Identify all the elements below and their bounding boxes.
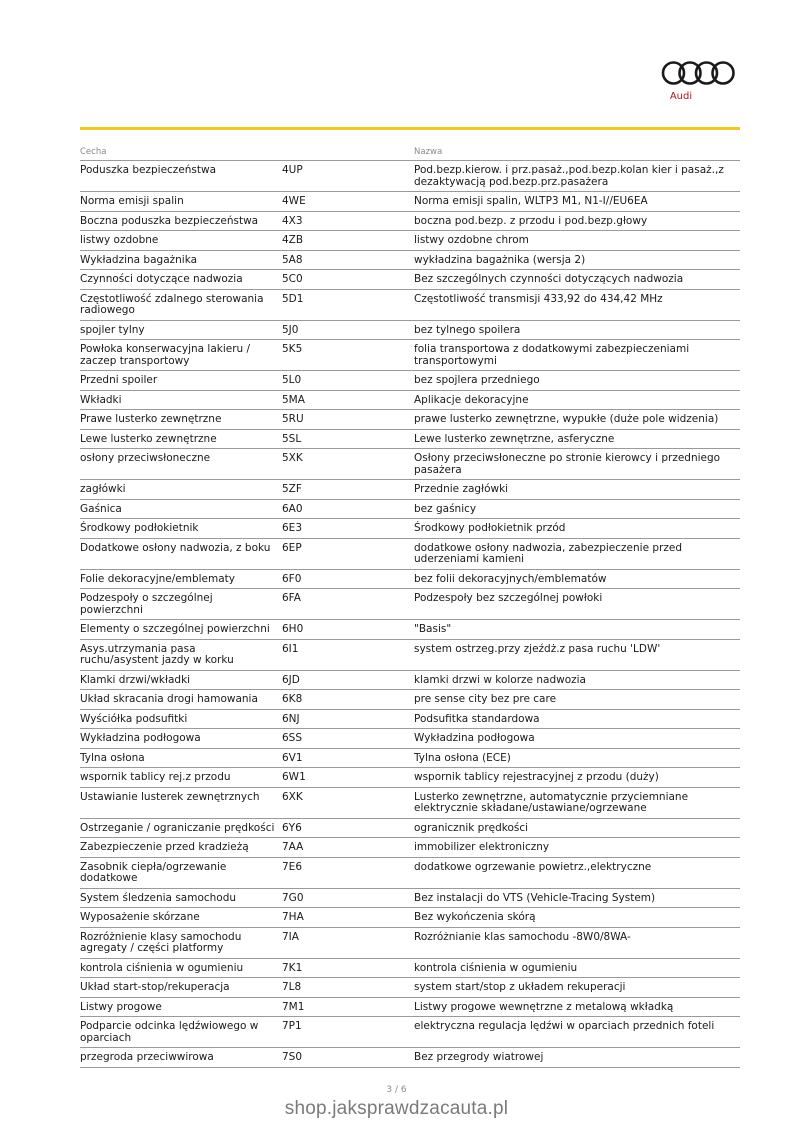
row-code: 7M1: [282, 1000, 305, 1013]
table-row: [80, 500, 740, 520]
row-feature: Zabezpieczenie przed kradzieżą: [80, 841, 249, 853]
row-name: Rozróżnianie klas samochodu -8W0/8WA-: [414, 930, 631, 943]
row-name: boczna pod.bezp. z przodu i pod.bezp.głowy: [414, 214, 648, 227]
row-code: 7E6: [282, 860, 302, 873]
table-row: [80, 858, 740, 889]
row-code: 6XK: [282, 790, 303, 803]
row-name: Wykładzina podłogowa: [414, 732, 535, 744]
row-name: dodatkowe ogrzewanie powietrz.,elektryczne: [414, 860, 652, 873]
row-name: bez folii dekoracyjnych/emblematów: [414, 572, 607, 585]
row-code: 6E3: [282, 522, 302, 534]
row-code: 6Y6: [282, 821, 302, 834]
table-row: [80, 391, 740, 411]
table-row: [80, 480, 740, 500]
table-row: [80, 340, 740, 371]
row-feature: Listwy progowe: [80, 1000, 162, 1013]
table-row: [80, 251, 740, 271]
row-feature: Układ start-stop/rekuperacja: [80, 981, 230, 993]
row-feature: Środkowy podłokietnik: [80, 522, 199, 534]
table-row: [80, 690, 740, 710]
table-row: [80, 671, 740, 691]
row-code: 5D1: [282, 292, 304, 305]
table-row: [80, 889, 740, 909]
table-header: [80, 146, 740, 161]
row-code: 5SL: [282, 432, 302, 445]
row-code: 4X3: [282, 214, 303, 227]
row-feature: osłony przeciwsłoneczne: [80, 452, 211, 464]
row-code: 5XK: [282, 452, 303, 464]
table-row: [80, 1017, 740, 1048]
table-row: [80, 749, 740, 769]
row-name: immobilizer elektroniczny: [414, 841, 550, 853]
table-row: [80, 231, 740, 251]
row-feature: Dodatkowe osłony nadwozia, z boku: [80, 541, 271, 554]
row-name: Podzespoły bez szczególnej powłoki: [414, 592, 603, 604]
features-table: [80, 146, 740, 1068]
row-name: bez gaśnicy: [414, 502, 477, 515]
row-feature: Prawe lusterko zewnętrzne: [80, 413, 222, 425]
row-code: 4ZB: [282, 234, 304, 246]
header-feature: Cecha: [80, 147, 107, 157]
row-feature: Przedni spoiler: [80, 374, 158, 386]
row-name: pre sense city bez pre care: [414, 693, 557, 705]
table-row: [80, 908, 740, 928]
row-feature: przegroda przeciwwirowa: [80, 1051, 214, 1063]
row-code: 6JD: [282, 673, 300, 686]
row-feature: spojler tylny: [80, 323, 145, 336]
table-row: [80, 838, 740, 858]
row-code: 4WE: [282, 195, 306, 207]
table-row: [80, 539, 740, 570]
row-name: folia transportowa z dodatkowymi zabezpieczeniami transportowymi: [414, 343, 690, 367]
row-feature: Elementy o szczególnej powierzchni: [80, 623, 270, 635]
row-code: 7S0: [282, 1051, 303, 1063]
table-row: [80, 410, 740, 430]
row-code: 6A0: [282, 502, 303, 515]
row-code: 6NJ: [282, 712, 300, 725]
table-row: [80, 959, 740, 979]
table-row: [80, 290, 740, 321]
row-feature: Asys.utrzymania pasa ruchu/asystent jazdy w korku: [80, 642, 234, 666]
watermark: shop.jaksprawdzacauta.pl: [284, 1098, 509, 1119]
row-code: 7K1: [282, 961, 303, 974]
row-feature: Klamki drzwi/wkładki: [80, 673, 191, 686]
table-row: [80, 788, 740, 819]
table-row: [80, 928, 740, 959]
row-name: bez spojlera przedniego: [414, 374, 540, 386]
row-name: klamki drzwi w kolorze nadwozia: [414, 673, 586, 686]
row-name: "Basis": [414, 623, 452, 635]
row-code: 7P1: [282, 1020, 302, 1032]
row-code: 6H0: [282, 623, 304, 635]
row-name: Bez szczególnych czynności dotyczących nadwozia: [414, 273, 684, 285]
row-name: elektryczna regulacja lędźwi w oparciach przednich foteli: [414, 1020, 715, 1032]
row-feature: Rozróżnienie klasy samochodu agregaty / części platformy: [80, 930, 242, 954]
row-name: listwy ozdobne chrom: [414, 234, 529, 246]
row-code: 6SS: [282, 732, 303, 744]
row-name: system ostrzeg.przy zjeźdż.z pasa ruchu 'LDW': [414, 642, 661, 655]
row-name: wspornik tablicy rejestracyjnej z przodu (duży): [414, 771, 659, 783]
row-code: 6I1: [282, 642, 299, 655]
row-feature: listwy ozdobne: [80, 234, 159, 246]
row-name: Pod.bezp.kierow. i prz.pasaż.,pod.bezp.kolan kier i pasaż.,z dezaktywacją pod.bezp.prz.pasażera: [414, 164, 724, 188]
table-row: [80, 589, 740, 620]
table-row: [80, 978, 740, 998]
table-row: [80, 1048, 740, 1068]
row-name: Osłony przeciwsłoneczne po stronie kierowcy i przedniego pasażera: [414, 452, 721, 476]
table-row: [80, 270, 740, 290]
row-feature: Zasobnik ciepła/ogrzewanie dodatkowe: [80, 860, 227, 884]
row-name: Tylna osłona (ECE): [414, 751, 511, 764]
row-name: system start/stop z układem rekuperacji: [414, 981, 626, 993]
row-code: 6W1: [282, 771, 306, 783]
row-code: 7IA: [282, 930, 299, 943]
row-code: 5J0: [282, 323, 299, 336]
row-name: Podsufitka standardowa: [414, 712, 540, 725]
row-name: Norma emisji spalin, WLTP3 M1, N1-I//EU6EA: [414, 195, 648, 207]
row-feature: Ostrzeganie / ograniczanie prędkości: [80, 821, 275, 834]
row-name: Lewe lusterko zewnętrzne, asferyczne: [414, 432, 615, 445]
row-name: wykładzina bagażnika (wersja 2): [414, 253, 586, 266]
row-code: 5RU: [282, 413, 304, 425]
table-row: [80, 371, 740, 391]
row-feature: Częstotliwość zdalnego sterowania radiowego: [80, 292, 264, 316]
row-name: Aplikacje dekoracyjne: [414, 393, 529, 406]
row-feature: Lewe lusterko zewnętrzne: [80, 432, 217, 445]
row-name: Częstotliwość transmisji 433,92 do 434,42 MHz: [414, 292, 663, 305]
row-feature: Powłoka konserwacyjna lakieru / zaczep transportowy: [80, 343, 251, 367]
row-feature: Boczna poduszka bezpieczeństwa: [80, 214, 259, 227]
row-code: 6V1: [282, 751, 303, 764]
row-name: Lusterko zewnętrzne, automatycznie przyciemniane elektrycznie składane/ustawiane/ogrzewane: [414, 790, 689, 814]
row-feature: Norma emisji spalin: [80, 195, 184, 207]
row-code: 7G0: [282, 891, 304, 904]
row-name: ogranicznik prędkości: [414, 821, 529, 834]
row-feature: Układ skracania drogi hamowania: [80, 693, 258, 705]
row-feature: System śledzenia samochodu: [80, 891, 237, 904]
row-feature: kontrola ciśnienia w ogumieniu: [80, 961, 244, 974]
row-code: 5MA: [282, 393, 305, 406]
row-feature: Wykładzina podłogowa: [80, 732, 201, 744]
header-name: Nazwa: [414, 147, 443, 157]
row-name: Bez przegrody wiatrowej: [414, 1051, 544, 1063]
page-number: 3 / 6: [386, 1085, 407, 1095]
row-feature: Gaśnica: [80, 502, 122, 515]
row-code: 5C0: [282, 273, 303, 285]
table-row: [80, 449, 740, 480]
row-feature: Czynności dotyczące nadwozia: [80, 273, 243, 285]
row-code: 6EP: [282, 541, 302, 554]
header-rule: [80, 127, 740, 130]
row-code: 7HA: [282, 911, 304, 923]
row-name: Środkowy podłokietnik przód: [414, 522, 566, 534]
table-row: [80, 620, 740, 640]
row-feature: Podzespoły o szczególnej powierzchni: [80, 592, 213, 616]
row-feature: Wyposażenie skórzane: [80, 911, 200, 923]
table-row: [80, 519, 740, 539]
row-name: prawe lusterko zewnętrzne, wypukłe (duże pole widzenia): [414, 413, 719, 425]
header-code: [282, 146, 414, 160]
table-row: [80, 640, 740, 671]
table-row: [80, 570, 740, 590]
row-feature: Wyściółka podsufitki: [80, 712, 188, 725]
row-code: 7L8: [282, 981, 302, 993]
table-row: [80, 729, 740, 749]
table-row: [80, 768, 740, 788]
table-row: [80, 212, 740, 232]
row-feature: Podparcie odcinka lędźwiowego w oparciach: [80, 1020, 259, 1044]
table-row: [80, 321, 740, 341]
table-body: [80, 161, 740, 1068]
row-code: 6K8: [282, 693, 303, 705]
row-code: 5A8: [282, 253, 303, 266]
row-name: dodatkowe osłony nadwozia, zabezpieczenie przed uderzeniami kamieni: [414, 541, 682, 565]
row-name: Przednie zagłówki: [414, 483, 509, 495]
row-code: 6F0: [282, 572, 302, 585]
row-feature: Wkładki: [80, 393, 122, 406]
row-name: kontrola ciśnienia w ogumieniu: [414, 961, 578, 974]
row-feature: Poduszka bezpieczeństwa: [80, 164, 217, 176]
row-feature: wspornik tablicy rej.z przodu: [80, 771, 231, 783]
table-row: [80, 430, 740, 450]
table-row: [80, 710, 740, 730]
table-row: [80, 819, 740, 839]
row-name: Bez instalacji do VTS (Vehicle-Tracing System): [414, 891, 656, 904]
row-feature: Ustawianie lusterek zewnętrznych: [80, 790, 260, 803]
row-code: 7AA: [282, 841, 304, 853]
table-row: [80, 192, 740, 212]
row-code: 5K5: [282, 343, 303, 355]
row-code: 4UP: [282, 164, 303, 176]
brand-name: Audi: [669, 91, 693, 102]
row-code: 6FA: [282, 592, 301, 604]
row-feature: Folie dekoracyjne/emblematy: [80, 572, 236, 585]
row-code: 5ZF: [282, 483, 302, 495]
row-name: Bez wykończenia skórą: [414, 911, 536, 923]
table-row: [80, 998, 740, 1018]
row-name: bez tylnego spoilera: [414, 323, 521, 336]
row-feature: Wykładzina bagażnika: [80, 253, 198, 266]
row-feature: Tylna osłona: [80, 751, 145, 764]
row-code: 5L0: [282, 374, 302, 386]
row-name: Listwy progowe wewnętrzne z metalową wkładką: [414, 1000, 674, 1013]
row-feature: zagłówki: [80, 483, 126, 495]
table-row: [80, 161, 740, 192]
